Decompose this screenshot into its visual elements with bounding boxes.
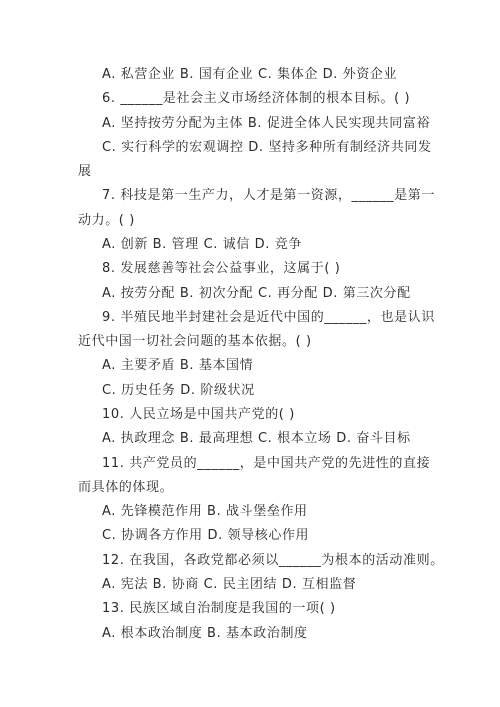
options-q9-ab: A. 主要矛盾 B. 基本国情 xyxy=(102,358,254,373)
options-q8: A. 按劳分配 B. 初次分配 C. 再分配 D. 第三次分配 xyxy=(102,286,411,301)
options-q6-cd: C. 实行科学的宏观调控 D. 坚持多种所有制经济共同发 xyxy=(102,140,432,155)
question-7-cont: 动力。( ) xyxy=(78,213,135,228)
question-9-cont: 近代中国一切社会问题的基本依据。( ) xyxy=(78,334,312,349)
options-q7: A. 创新 B. 管理 C. 诚信 D. 竞争 xyxy=(102,237,302,252)
question-13: 13. 民族区域自治制度是我国的一项( ) xyxy=(102,601,336,616)
options-q5: A. 私营企业 B. 国有企业 C. 集体企 D. 外资企业 xyxy=(102,67,398,82)
options-q9-cd: C. 历史任务 D. 阶级状况 xyxy=(102,383,255,398)
question-8: 8. 发展慈善等社会公益事业，这属于( ) xyxy=(102,261,341,276)
options-q11-cd: C. 协调各方作用 D. 领导核心作用 xyxy=(102,528,310,543)
options-q11-ab: A. 先锋模范作用 B. 战斗堡垒作用 xyxy=(102,504,308,519)
question-11: 11. 共产党员的______，是中国共产党的先进性的直接 xyxy=(102,456,431,471)
question-7: 7. 科技是第一生产力，人才是第一资源，______是第一 xyxy=(102,188,435,203)
options-q13: A. 根本政治制度 B. 基本政治制度 xyxy=(102,626,308,641)
options-q6-ab: A. 坚持按劳分配为主体 B. 促进全体人民实现共同富裕 xyxy=(102,116,431,131)
question-11-cont: 而具体的体现。 xyxy=(78,480,174,495)
question-9: 9. 半殖民地半封建社会是近代中国的______，也是认识 xyxy=(102,310,435,325)
options-q6-cd-cont: 展 xyxy=(78,164,92,179)
options-q12: A. 宪法 B. 协商 C. 民主团结 D. 互相监督 xyxy=(102,577,357,592)
options-q10: A. 执政理念 B. 最高理想 C. 根本立场 D. 奋斗目标 xyxy=(102,431,411,446)
question-10: 10. 人民立场是中国共产党的( ) xyxy=(102,407,295,422)
question-12: 12. 在我国，各政党都必须以______为根本的活动准则。 xyxy=(102,553,444,568)
question-6: 6. ______是社会主义市场经济体制的根本目标。( ) xyxy=(102,91,411,106)
